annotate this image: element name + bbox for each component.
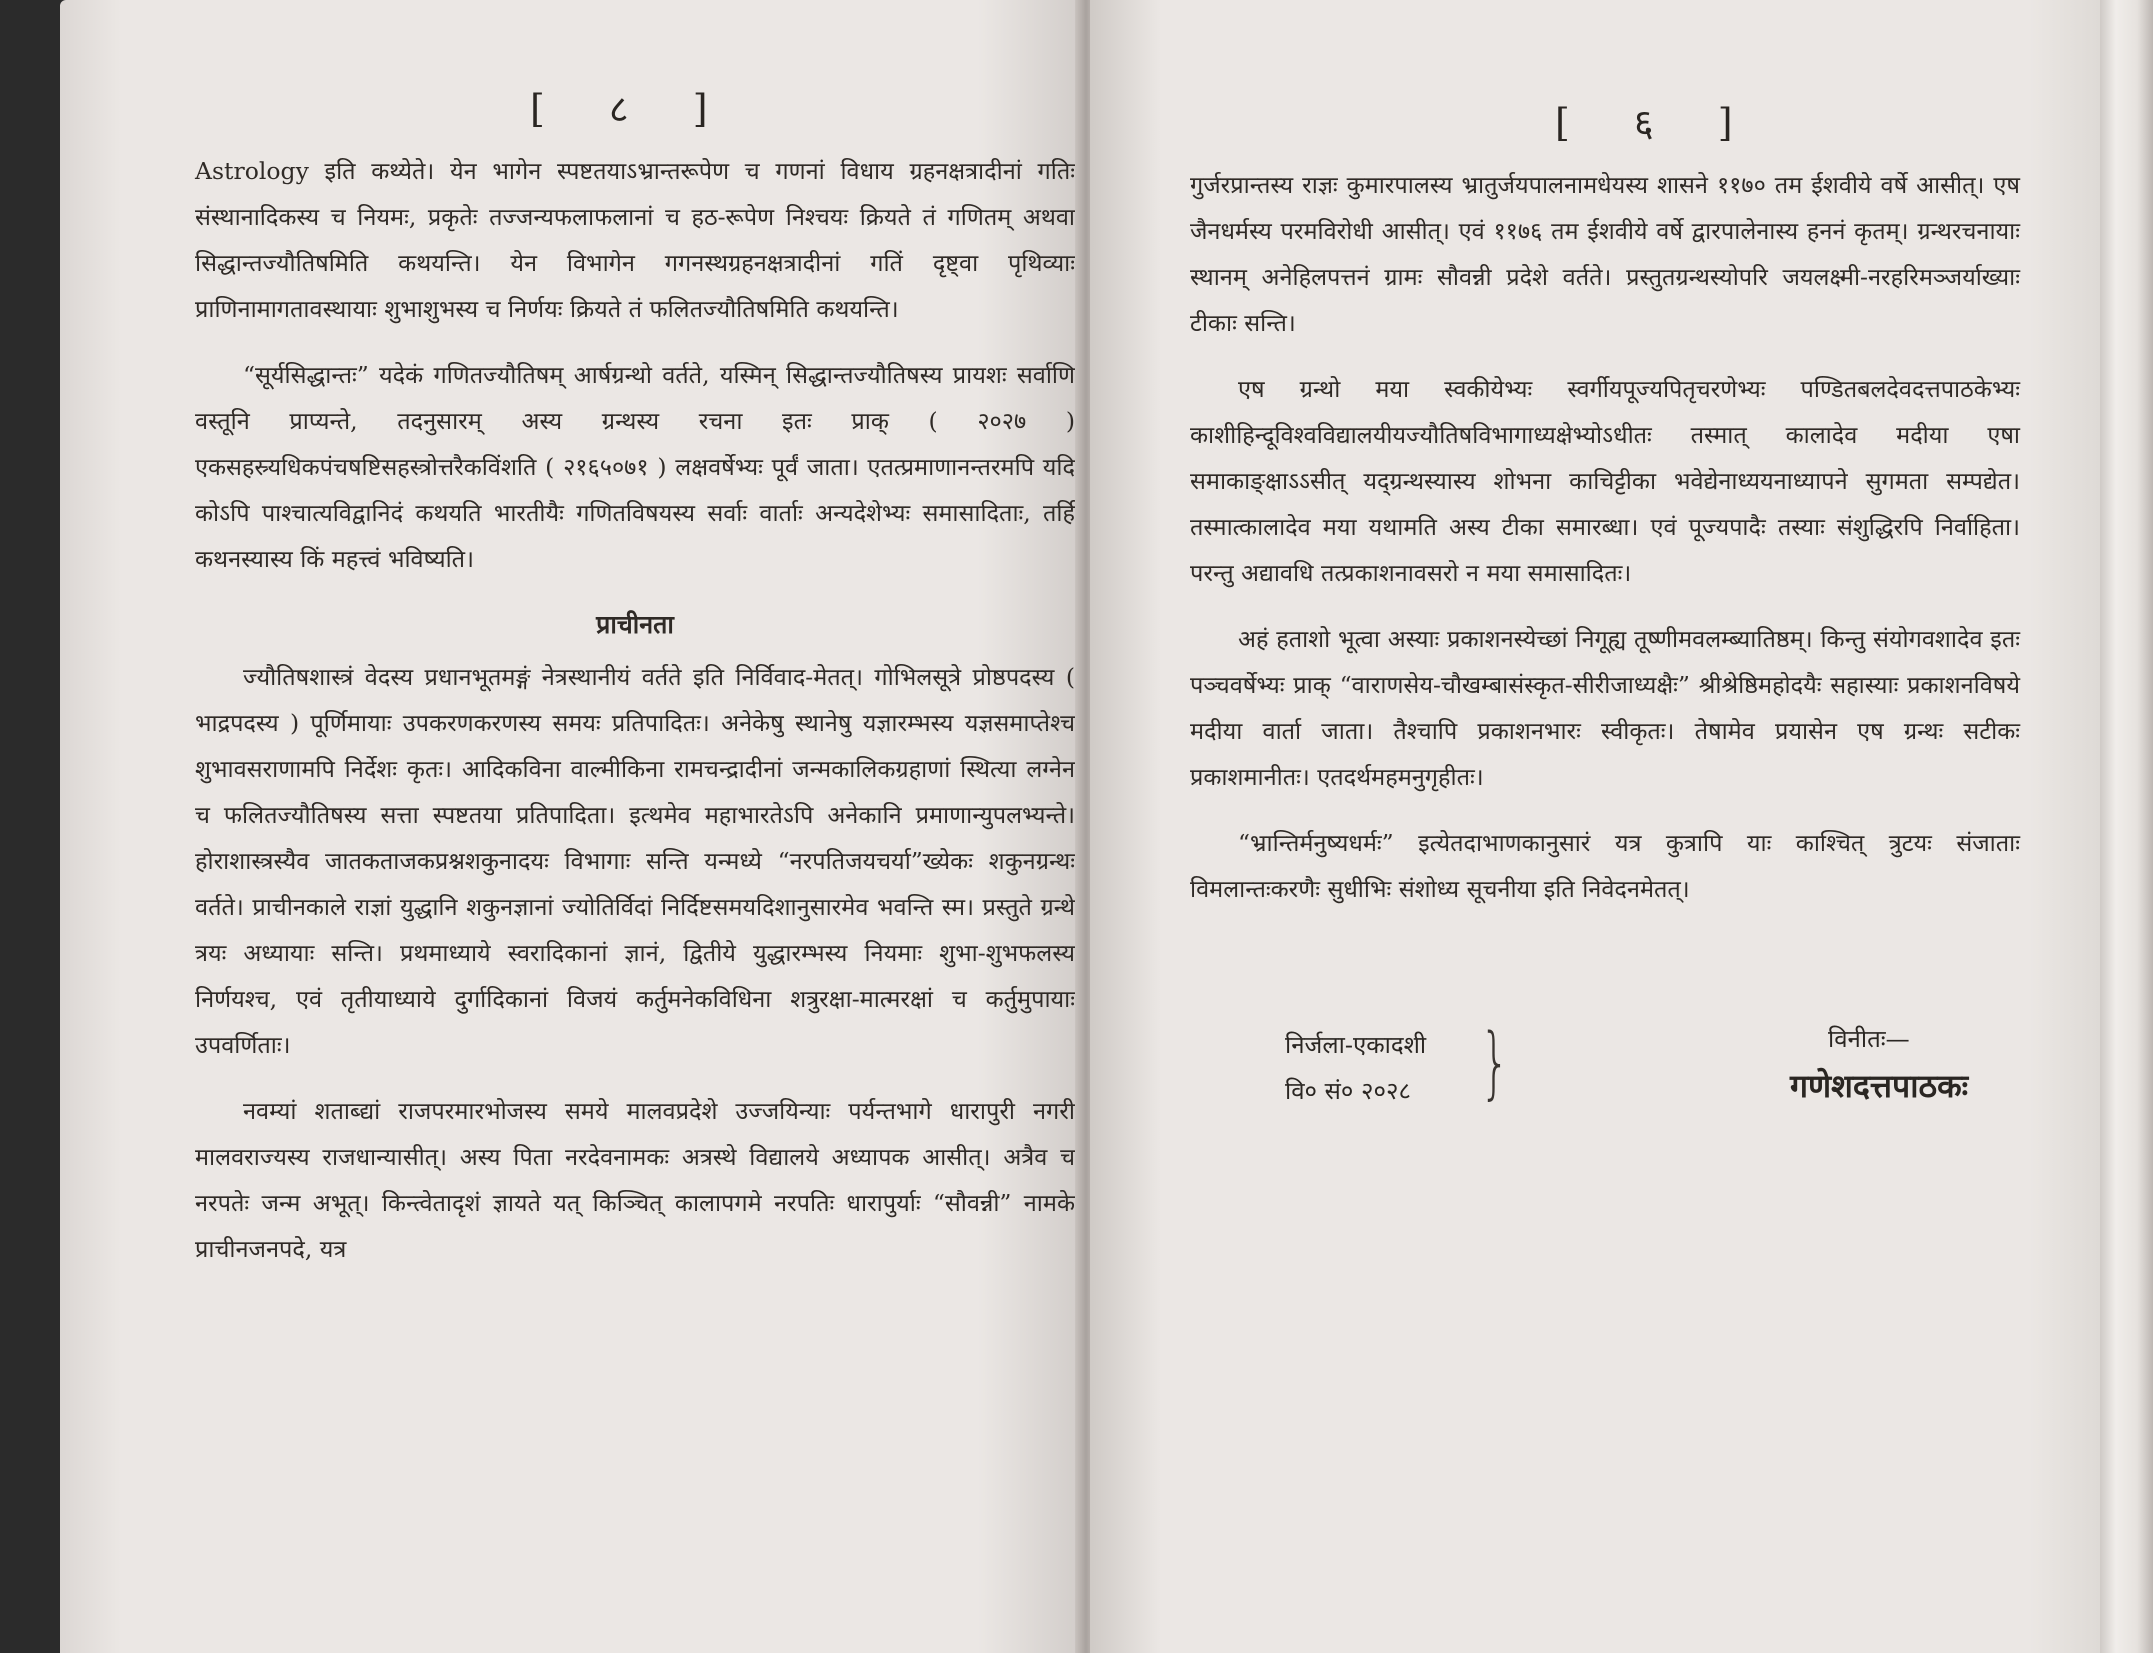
brace-icon: } <box>1479 1018 1510 1108</box>
left-page-body <box>195 148 1075 1292</box>
right-page-number: [ ६ ] <box>1555 101 1759 145</box>
right-paragraph-4: “भ्रान्तिर्मनुष्यधर्मः” इत्येतदाभाणकानुसारं यत्र कुत्रापि याः काश्चित् त्रुटयः संजाताः विमलान्तःकरणैः सुधीभिः संशोध्य सूचनीया इति निवेदनमेतत्। <box>1190 829 2020 903</box>
author-signature: गणेशदत्तपाठकः <box>1790 1067 1969 1105</box>
left-paragraph-1: Astrology इति कथ्येते। येन भागेन स्पष्टतयाऽभ्रान्तरूपेण च गणनां विधाय ग्रहनक्षत्रादीनां गतिः संस्थानादिकस्य च नियमः, प्रकृतेः तज्जन्यफलाफलानां च हठ-रूपेण निश्चयः क्रियते तं गणितम् अथवा सिद्धान्तज्यौतिषमिति कथयन्ति। येन विभागेन गगनस्थग्रहनक्षत्रादीनां गतिं दृष्ट्वा पृथिव्याः प्राणिनामागतावस्थायाः शुभाशुभस्य च निर्णयः क्रियते तं फलितज्यौतिषमिति कथयन्ति। <box>195 157 1075 323</box>
left-page <box>60 0 1080 1653</box>
right-paragraph-3: अहं हताशो भूत्वा अस्याः प्रकाशनस्येच्छां निगूह्य तूष्णीमवलम्ब्यातिष्ठम्। किन्तु संयोगवशादेव इतः पञ्चवर्षेभ्यः प्राक् “वाराणसेय-चौखम्बासंस्कृत-सीरीजाध्यक्षैः” श्रीश्रेष्ठिमहोदयैः सहास्याः प्रकाशनविषये मदीया वार्ता जाता। तैश्चापि प्रकाशनभारः स्वीकृतः। तेषामेव प्रयासेन एष ग्रन्थः सटीकः प्रकाशमानीतः। एतदर्थमहमनुगृहीतः। <box>1190 625 2020 791</box>
section-heading: प्राचीनता <box>596 610 674 639</box>
closing-salutation: विनीतः— <box>1828 1025 1910 1053</box>
right-page <box>1090 0 2100 1653</box>
signoff-block <box>1190 1012 2020 1132</box>
date-block <box>1285 1022 1426 1114</box>
left-page-number: [ ८ ] <box>530 87 734 131</box>
left-paragraph-4: नवम्यां शताब्द्यां राजपरमारभोजस्य समये मालवप्रदेशे उज्जयिन्याः पर्यन्तभागे धारापुरी नगरी मालवराज्यस्य राजधान्यासीत्। अस्य पिता नरदेवनामकः अत्रस्थे विद्यालये अध्यापक आसीत्। अत्रैव च नरपतेः जन्म अभूत्। किन्त्वेतादृशं ज्ञायते यत् किञ्चित् कालापगमे नरपतिः धारापुर्याः “सौवन्नी” नामके प्राचीनजनपदे, यत्र <box>195 1097 1075 1263</box>
date-line-1: निर्जला-एकादशी <box>1285 1031 1427 1059</box>
right-paragraph-2: एष ग्रन्थो मया स्वकीयेभ्यः स्वर्गीयपूज्यपितृचरणेभ्यः पण्डितबलदेवदत्तपाठकेभ्यः काशीहिन्दूविश्वविद्यालयीयज्यौतिषविभागाध्यक्षेभ्योऽधीतः तस्मात् कालादेव मदीया एषा समाकाङ्क्षाऽऽसीत् यद्ग्रन्थस्यास्य शोभना काचिट्टीका भवेद्येनाध्ययनाध्यापने सुगमता सम्पद्येत। तस्मात्कालादेव मया यथामति अस्य टीका समारब्धा। एवं पूज्यपादैः तस्याः संशुद्धिरपि निर्वाहिता। परन्तु अद्यावधि तत्प्रकाशनावसरो न मया समासादितः। <box>1190 375 2020 587</box>
right-page-body <box>1190 162 2020 932</box>
date-line-2: वि० सं० २०२८ <box>1285 1077 1411 1105</box>
page-edge <box>2100 0 2153 1653</box>
right-paragraph-1: गुर्जरप्रान्तस्य राज्ञः कुमारपालस्य भ्रातुर्जयपालनामधेयस्य शासने ११७० तम ईशवीये वर्षे आसीत्। एष जैनधर्मस्य परमविरोधी आसीत्। एवं ११७६ तम ईशवीये वर्षे द्वारपालेनास्य हननं कृतम्। ग्रन्थरचनायाः स्थानम् अनेहिलपत्तनं ग्रामः सौवन्नी प्रदेशे वर्तते। प्रस्तुतग्रन्थस्योपरि जयलक्ष्मी-नरहरिमञ्जर्याख्याः टीकाः सन्ति। <box>1190 171 2020 337</box>
left-paragraph-2: “सूर्यसिद्धान्तः” यदेकं गणितज्यौतिषम् आर्षग्रन्थो वर्तते, यस्मिन् सिद्धान्तज्यौतिषस्य प्रायशः सर्वाणि वस्तूनि प्राप्यन्ते, तदनुसारम् अस्य ग्रन्थस्य रचना इतः प्राक् ( २०२७ ) एकसहस्र्यधिकपंचषष्टिसहस्त्रोत्तरैकविंशति ( २१६५०७१ ) लक्षवर्षेभ्यः पूर्वं जाता। एतत्प्रमाणानन्तरमपि यदि कोऽपि पाश्चात्यविद्वानिदं कथयति भारतीयैः गणितविषयस्य सर्वाः वार्ताः अन्यदेशेभ्यः समासादिताः, तर्हि कथनस्यास्य किं महत्त्वं भविष्यति। <box>195 361 1075 573</box>
left-paragraph-3: ज्यौतिषशास्त्रं वेदस्य प्रधानभूतमङ्गं नेत्रस्थानीयं वर्तते इति निर्विवाद-मेतत्। गोभिलसूत्रे प्रोष्ठपदस्य ( भाद्रपदस्य ) पूर्णिमायाः उपकरणकरणस्य समयः प्रतिपादितः। अनेकेषु स्थानेषु यज्ञारम्भस्य यज्ञसमाप्तेश्च शुभावसराणामपि निर्देशः कृतः। आदिकविना वाल्मीकिना रामचन्द्रादीनां जन्मकालिकग्रहाणां स्थित्या लग्नेन च फलितज्यौतिषस्य सत्ता स्पष्टतया प्रतिपादिता। इत्थमेव महाभारतेऽपि अनेकानि प्रमाणान्युपलभ्यन्ते। होराशास्त्रस्यैव जातकताजकप्रश्नशकुनादयः विभागाः सन्ति यन्मध्ये “नरपतिजयचर्या”ख्येकः शकुनग्रन्थः वर्तते। प्राचीनकाले राज्ञां युद्धानि शकुनज्ञानां ज्योतिर्विदां निर्दिष्टसमयदिशानुसारमेव भवन्ति स्म। प्रस्तुते ग्रन्थे त्रयः अध्यायाः सन्ति। प्रथमाध्याये स्वरादिकानां ज्ञानं, द्वितीये युद्धारम्भस्य नियमाः शुभा-शुभफलस्य निर्णयश्च, एवं तृतीयाध्याये दुर्गादिकानां विजयं कर्तुमनेकविधिना शत्रुरक्षा-मात्मरक्षां च कर्तुमुपायाः उपवर्णिताः। <box>195 663 1075 1059</box>
